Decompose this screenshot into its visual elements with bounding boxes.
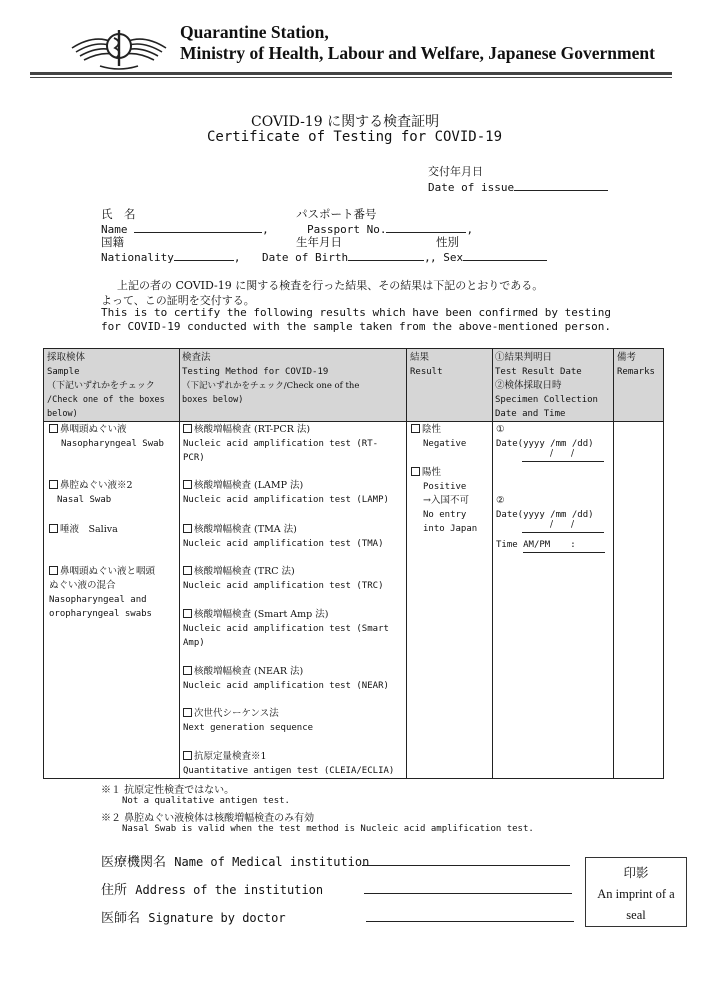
checkbox-icon[interactable] <box>183 708 192 717</box>
header-method: 検査法 Testing Method for COVID-19 （下記いずれかをチェック/Check one of the boxes below) <box>182 352 360 405</box>
dob-row: Date of Birth , <box>262 248 431 264</box>
name-label-jp: 氏 名 <box>101 207 136 221</box>
doctor-signature-field[interactable] <box>366 921 574 922</box>
statement-en-2: for COVID-19 conducted with the sample taken from the above-mentioned person. <box>101 320 611 333</box>
sample-option-4[interactable]: 鼻咽頭ぬぐい液と咽頭 ぬぐい液の混合 Nasopharyngeal and oropharyngeal swabs <box>49 566 156 619</box>
result-date-field[interactable]: / / <box>496 451 604 467</box>
method-option-lamp[interactable]: 核酸増幅検査 (LAMP 法) Nucleic acid amplification test (LAMP) <box>183 480 389 505</box>
sex-row: , Sex <box>430 248 547 264</box>
checkbox-icon[interactable] <box>49 480 58 489</box>
name-field[interactable] <box>134 220 262 233</box>
checkbox-icon[interactable] <box>49 424 58 433</box>
seal-label-en-2: seal <box>626 908 646 922</box>
result-option-negative[interactable]: 陰性 Negative <box>411 423 466 451</box>
institution-address-field[interactable] <box>364 893 572 894</box>
sex-label-jp: 性別 <box>436 235 459 249</box>
header-result: 結果 Result <box>410 352 443 377</box>
institution-name-label: 医療機関名 Name of Medical institution <box>101 855 370 870</box>
test-result-table <box>43 348 664 779</box>
col-divider <box>613 349 614 778</box>
note-1-jp: ※１ 抗原定性検査ではない。 <box>101 785 235 796</box>
institution-name-field[interactable] <box>362 865 570 866</box>
collection-time-field[interactable]: Time AM/PM : <box>496 538 605 553</box>
method-option-ngs[interactable]: 次世代シーケンス法 Next generation sequence <box>183 708 314 733</box>
collection-date-block: ② Date(yyyy /mm /dd) / / Time AM/PM : <box>496 494 605 553</box>
checkbox-icon[interactable] <box>411 467 420 476</box>
nationality-label-jp: 国籍 <box>101 235 124 249</box>
title-en: Certificate of Testing for COVID-19 <box>207 129 503 145</box>
org-line-1: Quarantine Station, <box>180 22 329 42</box>
seal-label-jp: 印影 <box>623 866 649 880</box>
note-2-en: Nasal Swab is valid when the test method is Nucleic acid amplification test. <box>122 824 534 834</box>
issue-date-field[interactable] <box>514 178 608 191</box>
checkbox-icon[interactable] <box>183 666 192 675</box>
quarantine-station-emblem-icon <box>70 22 168 72</box>
nationality-field[interactable] <box>174 248 234 261</box>
sex-field[interactable] <box>463 248 547 261</box>
method-option-antigen[interactable]: 抗原定量検査※1 Quantitative antigen test (CLEIA/ECLIA) <box>183 751 395 776</box>
result-option-positive[interactable]: 陽性 Positive →入国不可 No entry into Japan <box>411 466 477 536</box>
col-divider <box>492 349 493 778</box>
header-sample: 採取検体 Sample （下記いずれかをチェック /Check one of the boxes below) <box>47 352 165 419</box>
passport-field[interactable] <box>386 220 466 233</box>
header-rule-thin <box>30 77 672 78</box>
title-jp: COVID-19 に関する検査証明 <box>251 114 440 130</box>
header-rule-thick <box>30 72 672 75</box>
institution-address-label: 住所 Address of the institution <box>101 883 324 898</box>
method-option-near[interactable]: 核酸増幅検査 (NEAR 法) Nucleic acid amplification test (NEAR) <box>183 666 389 691</box>
checkbox-icon[interactable] <box>183 566 192 575</box>
sample-option-1[interactable]: 鼻咽頭ぬぐい液 Nasopharyngeal Swab <box>49 423 164 451</box>
checkbox-icon[interactable] <box>183 424 192 433</box>
method-option-smart-amp[interactable]: 核酸増幅検査 (Smart Amp 法) Nucleic acid amplification test (Smart Amp) <box>183 609 389 648</box>
note-2-jp: ※２ 鼻腔ぬぐい液検体は核酸増幅検査のみ有効 <box>101 813 315 824</box>
org-line-2: Ministry of Health, Labour and Welfare, Japanese Government <box>180 43 655 63</box>
issue-label-jp: 交付年月日 <box>428 165 483 178</box>
checkbox-icon[interactable] <box>183 609 192 618</box>
method-option-trc[interactable]: 核酸増幅検査 (TRC 法) Nucleic acid amplification test (TRC) <box>183 566 384 591</box>
passport-label-jp: パスポート番号 <box>296 207 377 221</box>
collection-date-field[interactable]: / / <box>496 522 605 538</box>
issue-label-en: Date of issue <box>428 178 608 194</box>
statement-en-1: This is to certify the following results which have been confirmed by testing <box>101 306 611 319</box>
result-date-block: ① Date(yyyy /mm /dd) / / <box>496 423 604 467</box>
passport-row: Passport No. , <box>307 220 473 236</box>
col-divider <box>406 349 407 778</box>
checkbox-icon[interactable] <box>411 424 420 433</box>
statement-jp-1: 上記の者の COVID-19 に関する検査を行った結果、その結果は下記のとおりである。 <box>117 279 544 292</box>
method-option-rt-pcr[interactable]: 核酸増幅検査 (RT-PCR 法) Nucleic acid amplification test (RT- PCR) <box>183 424 379 463</box>
header-date: ①結果判明日 Test Result Date ②検体採取日時 Specimen Collection Date and Time <box>495 352 598 419</box>
sample-option-3[interactable]: 唾液 Saliva <box>49 523 118 537</box>
checkbox-icon[interactable] <box>49 566 58 575</box>
seal-box[interactable] <box>585 857 687 927</box>
header-remarks: 備考 Remarks <box>617 352 655 377</box>
col-divider <box>179 349 180 778</box>
sample-option-2[interactable]: 鼻腔ぬぐい液※2 Nasal Swab <box>49 479 133 507</box>
checkbox-icon[interactable] <box>183 751 192 760</box>
dob-field[interactable] <box>348 248 424 261</box>
checkbox-icon[interactable] <box>49 524 58 533</box>
doctor-signature-label: 医師名 Signature by doctor <box>101 911 286 926</box>
method-option-tma[interactable]: 核酸増幅検査 (TMA 法) Nucleic acid amplification test (TMA) <box>183 524 384 549</box>
name-row: Name , <box>101 220 269 236</box>
note-1-en: Not a qualitative antigen test. <box>122 796 290 806</box>
nationality-row: Nationality , <box>101 248 240 264</box>
seal-label-en-1: An imprint of a <box>597 887 675 901</box>
statement-jp-2: よって、この証明を交付する。 <box>101 294 255 307</box>
checkbox-icon[interactable] <box>183 480 192 489</box>
dob-label-jp: 生年月日 <box>296 235 342 249</box>
checkbox-icon[interactable] <box>183 524 192 533</box>
